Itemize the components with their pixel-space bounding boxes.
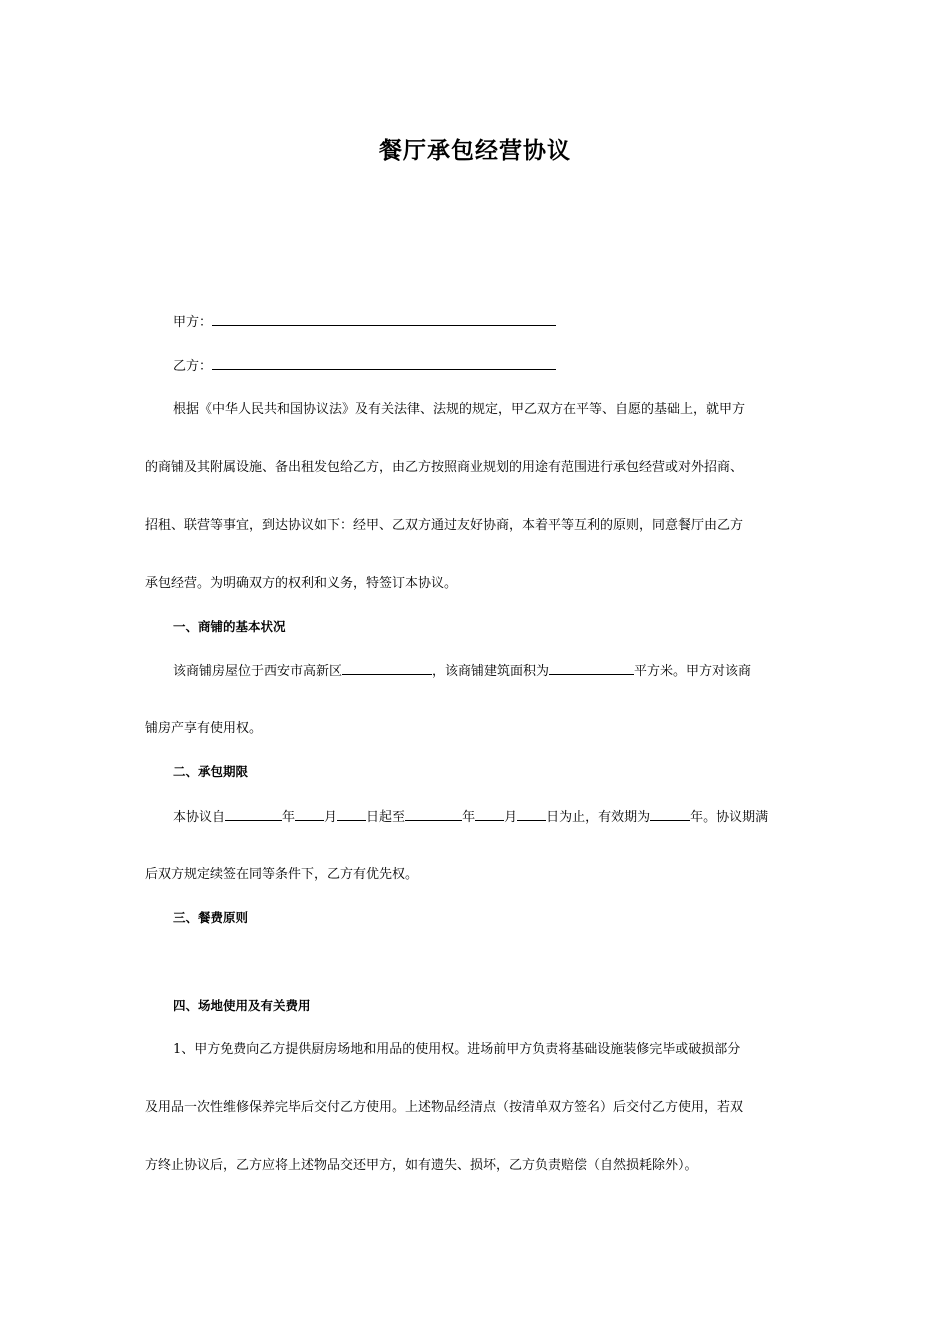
start-day-blank (337, 806, 366, 821)
section-2-line-1 (173, 806, 838, 828)
section-1-text-a: 该商铺房屋位于西安市高新区 (173, 664, 343, 679)
section-2-line-2: 后双方规定续签在同等条件下，乙方有优先权。 (145, 867, 419, 882)
section-1-line-2: 铺房产享有使用权。 (145, 721, 263, 736)
intro-line-2: 的商铺及其附属设施、备出租发包给乙方，由乙方按照商业规划的用途有范围进行承包经营或对外招商、 (145, 460, 744, 475)
party-a-label: 甲方： (173, 315, 213, 330)
section-4-line-1: 1、甲方免费向乙方提供厨房场地和用品的使用权。进场前甲方负责将基础设施装修完毕或破损部分 (173, 1042, 741, 1057)
document-title: 餐厅承包经营协议 (379, 138, 571, 164)
party-a-blank (212, 311, 556, 326)
end-day-blank (517, 806, 546, 821)
section-1-line-1 (173, 660, 838, 682)
term-text-start: 本协议自 (173, 810, 226, 825)
start-year-blank (225, 806, 282, 821)
section-2-heading: 二、承包期限 (173, 764, 249, 779)
district-blank (342, 660, 432, 675)
party-b-line (173, 355, 838, 377)
intro-line-1: 根据《中华人民共和国协议法》及有关法律、法规的规定，甲乙双方在平等、自愿的基础上，就甲方 (173, 402, 746, 417)
area-blank (549, 660, 634, 675)
day-from-label: 日起至 (366, 810, 406, 825)
term-text-end: 年。协议期满 (690, 810, 769, 825)
section-3-heading: 三、餐费原则 (173, 910, 249, 925)
intro-line-3: 招租、联营等事宜，到达协议如下：经甲、乙双方通过友好协商，本着平等互利的原则，同意餐厅由乙方 (145, 518, 744, 533)
section-4-line-3: 方终止协议后，乙方应将上述物品交还甲方，如有遗失、损坏，乙方负责赔偿（自然损耗除外）。 (145, 1158, 698, 1173)
month-label: 月 (324, 810, 338, 825)
day-to-label: 日为止，有效期为 (546, 810, 651, 825)
end-year-blank (405, 806, 462, 821)
intro-line-4: 承包经营。为明确双方的权利和义务，特签订本协议。 (145, 576, 458, 591)
party-b-blank (212, 355, 556, 370)
section-1-text-b: ，该商铺建筑面积为 (432, 664, 550, 679)
section-4-heading: 四、场地使用及有关费用 (173, 998, 311, 1013)
party-b-label: 乙方： (173, 359, 213, 374)
section-1-heading: 一、商铺的基本状况 (173, 619, 286, 634)
end-month-blank (475, 806, 504, 821)
start-month-blank (295, 806, 324, 821)
year-label: 年 (462, 810, 476, 825)
validity-years-blank (650, 806, 690, 821)
year-label: 年 (282, 810, 296, 825)
month-label: 月 (504, 810, 518, 825)
section-1-text-c: 平方米。甲方对该商 (634, 664, 752, 679)
section-4-line-2: 及用品一次性维修保养完毕后交付乙方使用。上述物品经清点（按清单双方签名）后交付乙方使用，若双 (145, 1100, 744, 1115)
party-a-line (173, 311, 838, 333)
